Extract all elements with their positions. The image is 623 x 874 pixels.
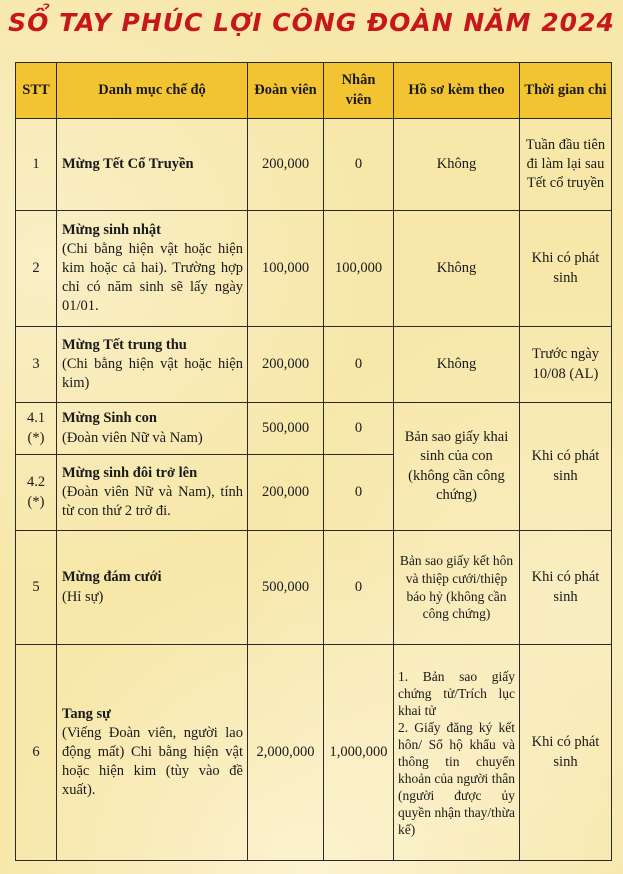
row-document-item: 1. Bản sao giấy chứng tử/Trích lục khai tử xyxy=(398,668,515,718)
row-note: (Đoàn viên Nữ và Nam), tính từ con thứ 2 trở đi. xyxy=(62,483,243,520)
row-name: Mừng Tết trung thu xyxy=(62,336,187,353)
row-name: Mừng đám cưới xyxy=(62,569,162,586)
row-member-amount: 200,000 xyxy=(248,327,324,403)
row-stt: 4.1 (*) xyxy=(16,403,57,455)
row-stt: 5 xyxy=(16,531,57,645)
row-member-amount: 500,000 xyxy=(248,531,324,645)
header-row xyxy=(16,63,612,119)
row-documents: Không xyxy=(394,119,520,211)
header-category: Danh mục chế độ xyxy=(57,63,248,119)
row-employee-amount: 0 xyxy=(324,531,394,645)
row-employee-amount: 0 xyxy=(324,403,394,455)
header-stt: STT xyxy=(16,63,57,119)
row-documents: Bản sao giấy khai sinh của con (không cần công chứng) xyxy=(394,403,520,531)
row-name: Mừng sinh nhật xyxy=(62,221,161,238)
row-category xyxy=(57,403,248,455)
row-note: (Chi bằng hiện vật hoặc hiện kim) xyxy=(62,355,243,392)
row-category xyxy=(57,327,248,403)
row-time: Khi có phát sinh xyxy=(520,645,612,861)
table-row xyxy=(16,211,612,327)
row-documents: Không xyxy=(394,327,520,403)
row-time: Tuần đầu tiên đi làm lại sau Tết cổ truyền xyxy=(520,119,612,211)
page-title: SỔ TAY PHÚC LỢI CÔNG ĐOÀN NĂM 2024 xyxy=(8,8,615,37)
row-time: Khi có phát sinh xyxy=(520,403,612,531)
row-documents: Không xyxy=(394,211,520,327)
row-member-amount: 500,000 xyxy=(248,403,324,455)
table-row xyxy=(16,531,612,645)
row-stt: 3 xyxy=(16,327,57,403)
row-member-amount: 100,000 xyxy=(248,211,324,327)
row-member-amount: 200,000 xyxy=(248,455,324,531)
row-member-amount: 200,000 xyxy=(248,119,324,211)
row-stt: 1 xyxy=(16,119,57,211)
row-note: (Viếng Đoàn viên, người lao động mất) Chi bằng hiện vật hoặc hiện kim (tùy vào đề xuất). xyxy=(62,724,243,799)
row-employee-amount: 0 xyxy=(324,455,394,531)
row-category xyxy=(57,455,248,531)
row-category xyxy=(57,119,248,211)
row-stt: 4.2 (*) xyxy=(16,455,57,531)
row-employee-amount: 0 xyxy=(324,327,394,403)
row-category xyxy=(57,211,248,327)
row-note: (Chi bằng hiện vật hoặc hiện kim hoặc cả hai). Trường hợp chỉ có năm sinh sẽ lấy ngày 01/01. xyxy=(62,240,243,315)
row-stt: 6 xyxy=(16,645,57,861)
row-category xyxy=(57,531,248,645)
row-stt: 2 xyxy=(16,211,57,327)
row-category xyxy=(57,645,248,861)
row-employee-amount: 100,000 xyxy=(324,211,394,327)
header-documents: Hồ sơ kèm theo xyxy=(394,63,520,119)
row-documents xyxy=(394,645,520,861)
table-row xyxy=(16,327,612,403)
row-name: Mừng Sinh con xyxy=(62,410,157,427)
row-name: Mừng sinh đôi trở lên xyxy=(62,464,198,481)
row-time: Khi có phát sinh xyxy=(520,211,612,327)
header-member: Đoàn viên xyxy=(248,63,324,119)
row-documents: Bản sao giấy kết hôn và thiệp cưới/thiệp báo hỷ (không cần công chứng) xyxy=(394,531,520,645)
row-name: Tang sự xyxy=(62,705,111,722)
row-note: (Hỉ sự) xyxy=(62,588,104,605)
header-employee: Nhân viên xyxy=(324,63,394,119)
header-time: Thời gian chi xyxy=(520,63,612,119)
table-row xyxy=(16,645,612,861)
row-time: Trước ngày 10/08 (AL) xyxy=(520,327,612,403)
table-row xyxy=(16,119,612,211)
table-row xyxy=(16,403,612,455)
row-employee-amount: 1,000,000 xyxy=(324,645,394,861)
row-employee-amount: 0 xyxy=(324,119,394,211)
row-note: (Đoàn viên Nữ và Nam) xyxy=(62,429,203,446)
row-time: Khi có phát sinh xyxy=(520,531,612,645)
row-document-item: 2. Giấy đăng ký kết hôn/ Sổ hộ khẩu và thông tin chuyển khoản của người thân (người được ủy quyền nhận thay/thừa kế) xyxy=(398,719,515,837)
benefits-table xyxy=(15,62,612,861)
row-name: Mừng Tết Cổ Truyền xyxy=(62,155,194,172)
row-member-amount: 2,000,000 xyxy=(248,645,324,861)
